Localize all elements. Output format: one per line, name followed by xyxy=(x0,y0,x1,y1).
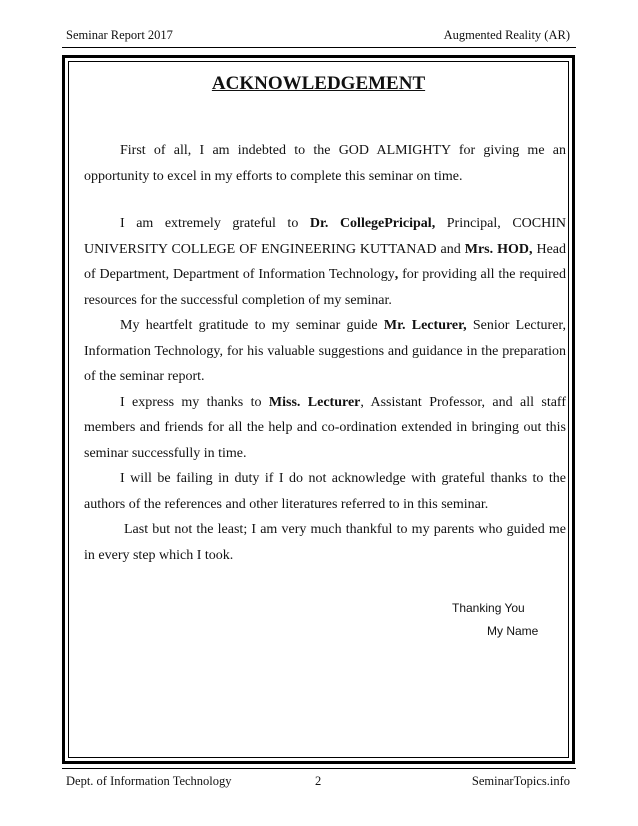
header-rule xyxy=(62,47,576,48)
footer-right: SeminarTopics.info xyxy=(471,774,570,788)
page-footer xyxy=(66,774,570,790)
page-title: ACKNOWLEDGEMENT xyxy=(211,73,426,94)
header-left: Seminar Report 2017 xyxy=(66,28,173,42)
page-header xyxy=(66,28,570,44)
closing-line: Thanking You xyxy=(452,601,525,615)
acknowledgement-body xyxy=(84,138,566,568)
paragraph-5: I will be failing in duty if I do not acknowledge with grateful thanks to the authors of the references and other literatures referred to in this seminar. xyxy=(84,471,566,512)
footer-rule xyxy=(62,768,576,769)
paragraph-2: I am extremely grateful to Dr. CollegePricipal, Principal, COCHIN UNIVERSITY COLLEGE OF ENGINEERING KUTTANAD and Mrs. HOD, Head of Department, Department of Information Technology, for providing all the required resources for the successful completion of my seminar. xyxy=(84,216,566,308)
paragraph-4: I express my thanks to Miss. Lecturer, Assistant Professor, and all staff members and friends for all the help and co-ordination extended in bringing out this seminar successfully in time. xyxy=(84,394,566,461)
page-number: 2 xyxy=(315,774,322,788)
paragraph-6: Last but not the least; I am very much thankful to my parents who guided me in every step which I took. xyxy=(84,522,566,563)
signature-name: My Name xyxy=(487,624,539,638)
footer-left: Dept. of Information Technology xyxy=(66,774,232,788)
paragraph-1: First of all, I am indebted to the GOD ALMIGHTY for giving me an opportunity to excel in my efforts to complete this seminar on time. xyxy=(84,143,566,184)
header-right: Augmented Reality (AR) xyxy=(443,28,570,42)
paragraph-3: My heartfelt gratitude to my seminar guide Mr. Lecturer, Senior Lecturer, Information Technology, for his valuable suggestions and guidance in the preparation of the seminar report. xyxy=(84,318,566,384)
